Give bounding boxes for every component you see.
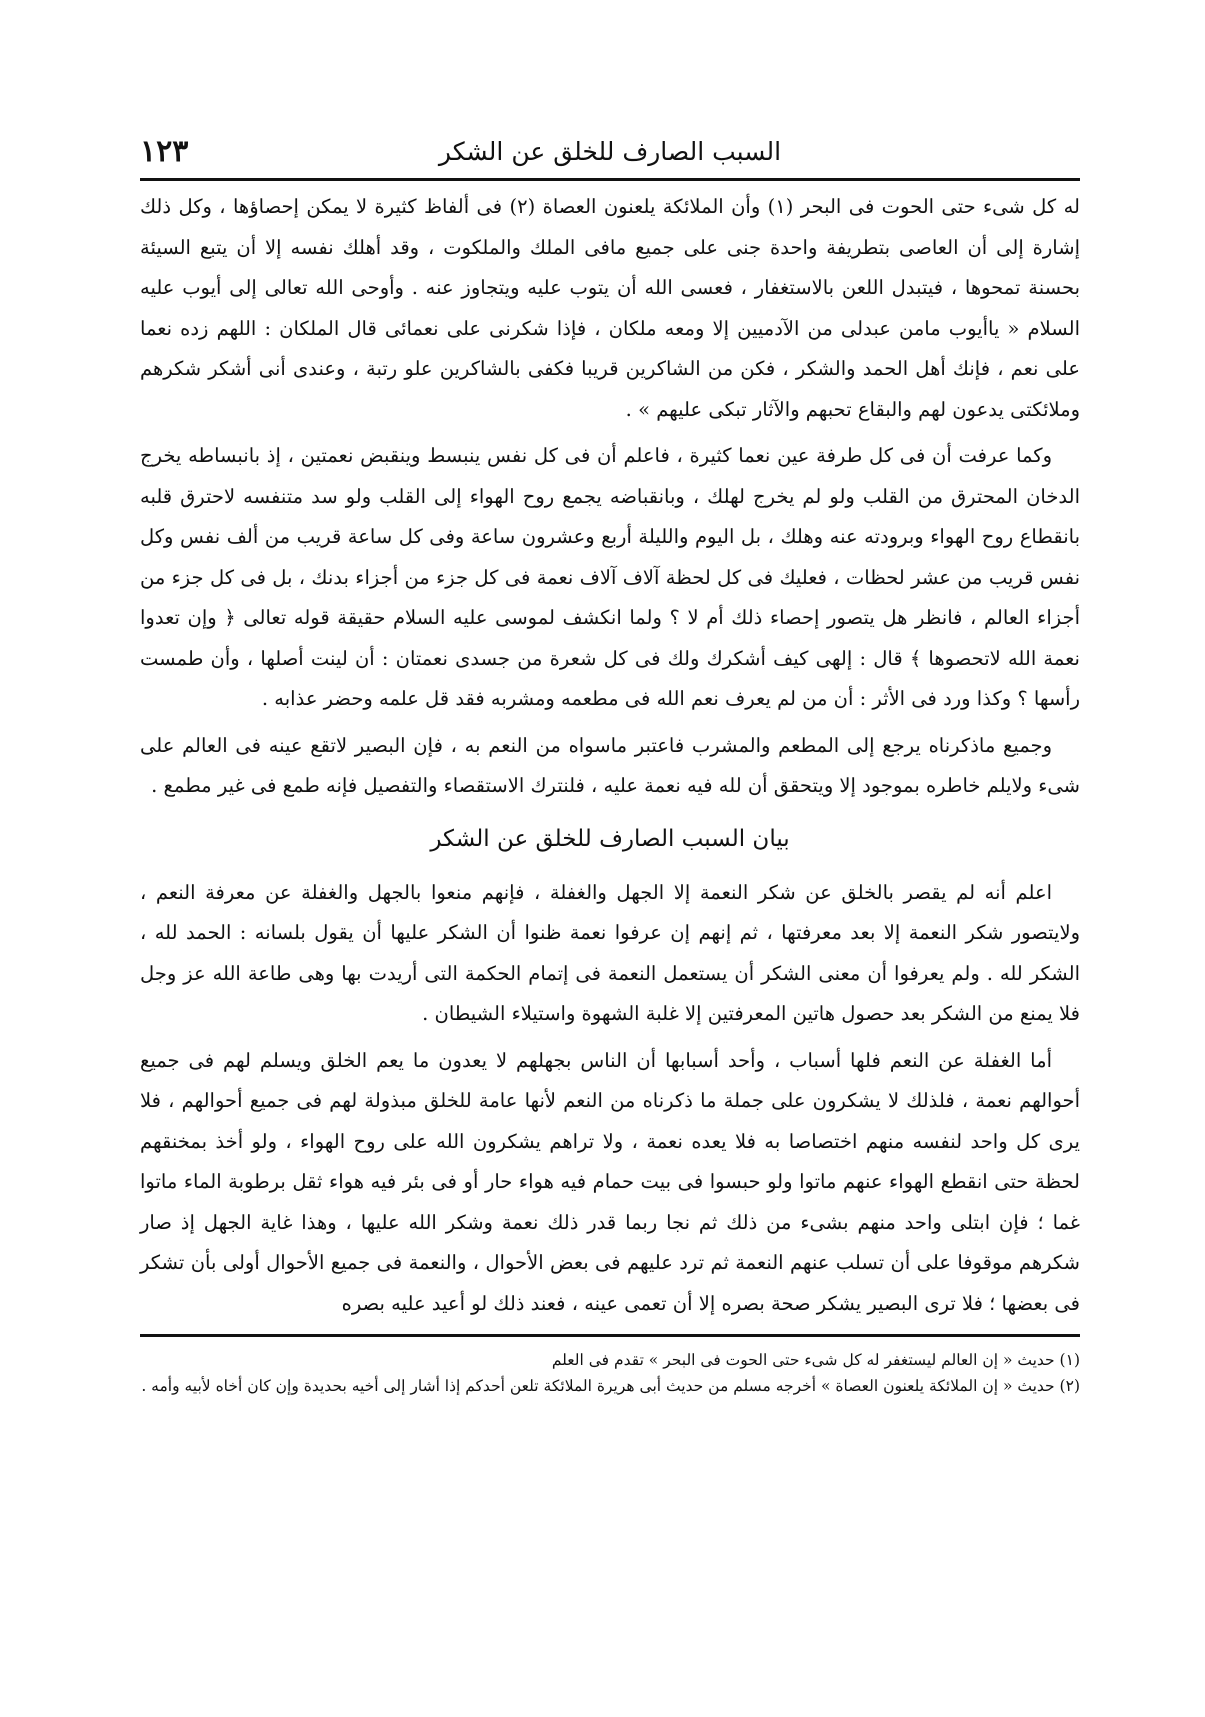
running-title: السبب الصارف للخلق عن الشكر <box>438 137 782 166</box>
footnotes <box>140 1347 1080 1399</box>
paragraph: أما الغفلة عن النعم فلها أسباب ، وأحد أسبابها أن الناس بجهلهم لا يعدون ما يعم الخلق ويسلم لهم فى جميع أحوالهم نعمة ، فلذلك لا يشكرون على جملة ما ذكرناه من النعم لأنها عامة للخلق مبذولة لهم فى جميع أحوالهم ، فلا يرى كل واحد لنفسه منهم اختصاصا به فلا يعده نعمة ، ولا تراهم يشكرون الله على روح الهواء ، ولو أخذ بمخنقهم لحظة حتى انقطع الهواء عنهم ماتوا ولو حبسوا فى بيت حمام فيه هواء حار أو فى بئر فيه هواء ثقل برطوبة الماء ماتوا غما ؛ فإن ابتلى واحد منهم بشىء من ذلك ثم نجا ربما قدر ذلك نعمة وشكر الله عليها ، وهذا غاية الجهل إذ صار شكرهم موقوفا على أن تسلب عنهم النعمة ثم ترد عليهم فى بعض الأحوال ، والنعمة فى جميع الأحوال أولى بأن تشكر فى بعضها ؛ فلا ترى البصير يشكر صحة بصره إلا أن تعمى عينه ، فعند ذلك لو أعيد عليه بصره <box>140 1048 1080 1315</box>
section-heading: بيان السبب الصارف للخلق عن الشكر <box>430 825 790 852</box>
book-page <box>140 130 1080 1399</box>
footnote: (١) حديث « إن العالم ليستغفر له كل شىء حتى الحوت فى البحر » تقدم فى العلم <box>551 1351 1080 1369</box>
paragraph: وجميع ماذكرناه يرجع إلى المطعم والمشرب فاعتبر ماسواه من النعم به ، فإن البصير لاتقع عينه فى العالم على شىء ولايلم خاطره بموجود إلا ويتحقق أن لله فيه نعمة عليه ، فلنترك الاستقصاء والتفصيل فإنه طمع فى غير مطمع . <box>140 733 1080 797</box>
header-rule <box>140 178 1080 181</box>
paragraph: له كل شىء حتى الحوت فى البحر (١) وأن الملائكة يلعنون العصاة (٢) فى ألفاظ كثيرة لا يمكن إحصاؤها ، وكل ذلك إشارة إلى أن العاصى بتطريفة واحدة جنى على جميع مافى الملك والملكوت ، وقد أهلك نفسه إلا أن يتبع السيئة بحسنة تمحوها ، فيتبدل اللعن بالاستغفار ، فعسى الله أن يتوب عليه ويتجاوز عنه . وأوحى الله تعالى إلى أيوب عليه السلام « ياأيوب مامن عبدلى من الآدميين إلا ومعه ملكان ، فإذا شكرنى على نعمائى قال الملكان : اللهم زده نعما على نعم ، فإنك أهل الحمد والشكر ، فكن من الشاكرين قريبا فكفى بالشاكرين علو رتبة ، وعندى أنى أشكر شكرهم وملائكتى يدعون لهم والبقاع تحبهم والآثار تبكى عليهم » . <box>140 195 1080 421</box>
page-number: ١٢٣ <box>140 134 189 169</box>
paragraph: اعلم أنه لم يقصر بالخلق عن شكر النعمة إلا الجهل والغفلة ، فإنهم منعوا بالجهل والغفلة عن معرفة النعم ، ولايتصور شكر النعمة إلا بعد معرفتها ، ثم إنهم إن عرفوا نعمة ظنوا أن الشكر عليها أن يقول بلسانه : الحمد لله ، الشكر لله . ولم يعرفوا أن معنى الشكر أن يستعمل النعمة فى إتمام الحكمة التى أريدت بها وهى طاعة الله عز وجل فلا يمنع من الشكر بعد حصول هاتين المعرفتين إلا غلبة الشهوة واستيلاء الشيطان . <box>140 880 1080 1025</box>
paragraph: وكما عرفت أن فى كل طرفة عين نعما كثيرة ، فاعلم أن فى كل نفس ينبسط وينقبض نعمتين ، إذ بانبساطه يخرج الدخان المحترق من القلب ولو لم يخرج لهلك ، وبانقباضه يجمع روح الهواء إلى القلب ولو سد متنفسه لاحترق قلبه بانقطاع روح الهواء وبرودته عنه وهلك ، بل اليوم والليلة أربع وعشرون ساعة وفى كل ساعة قريب من ألف نفس وكل نفس قريب من عشر لحظات ، فعليك فى كل لحظة آلاف آلاف نعمة فى كل جزء من أجزاء بدنك ، بل فى كل جزء من أجزاء العالم ، فانظر هل يتصور إحصاء ذلك أم لا ؟ ولما انكشف لموسى عليه السلام حقيقة قوله تعالى ﴿ وإن تعدوا نعمة الله لاتحصوها ﴾ قال : إلهى كيف أشكرك ولك فى كل شعرة من جسدى نعمتان : أن لينت أصلها ، وأن طمست رأسها ؟ وكذا ورد فى الأثر : أن من لم يعرف نعم الله فى مطعمه ومشربه فقد قل علمه وحضر عذابه . <box>140 444 1080 710</box>
footnote: (٢) حديث « إن الملائكة يلعنون العصاة » أخرجه مسلم من حديث أبى هريرة الملائكة تلعن أحدكم إذا أشار إلى أخيه بحديدة وإن كان أخاه لأبيه وأمه . <box>141 1377 1080 1395</box>
running-head <box>140 130 1080 174</box>
footnote-rule <box>140 1334 1080 1337</box>
